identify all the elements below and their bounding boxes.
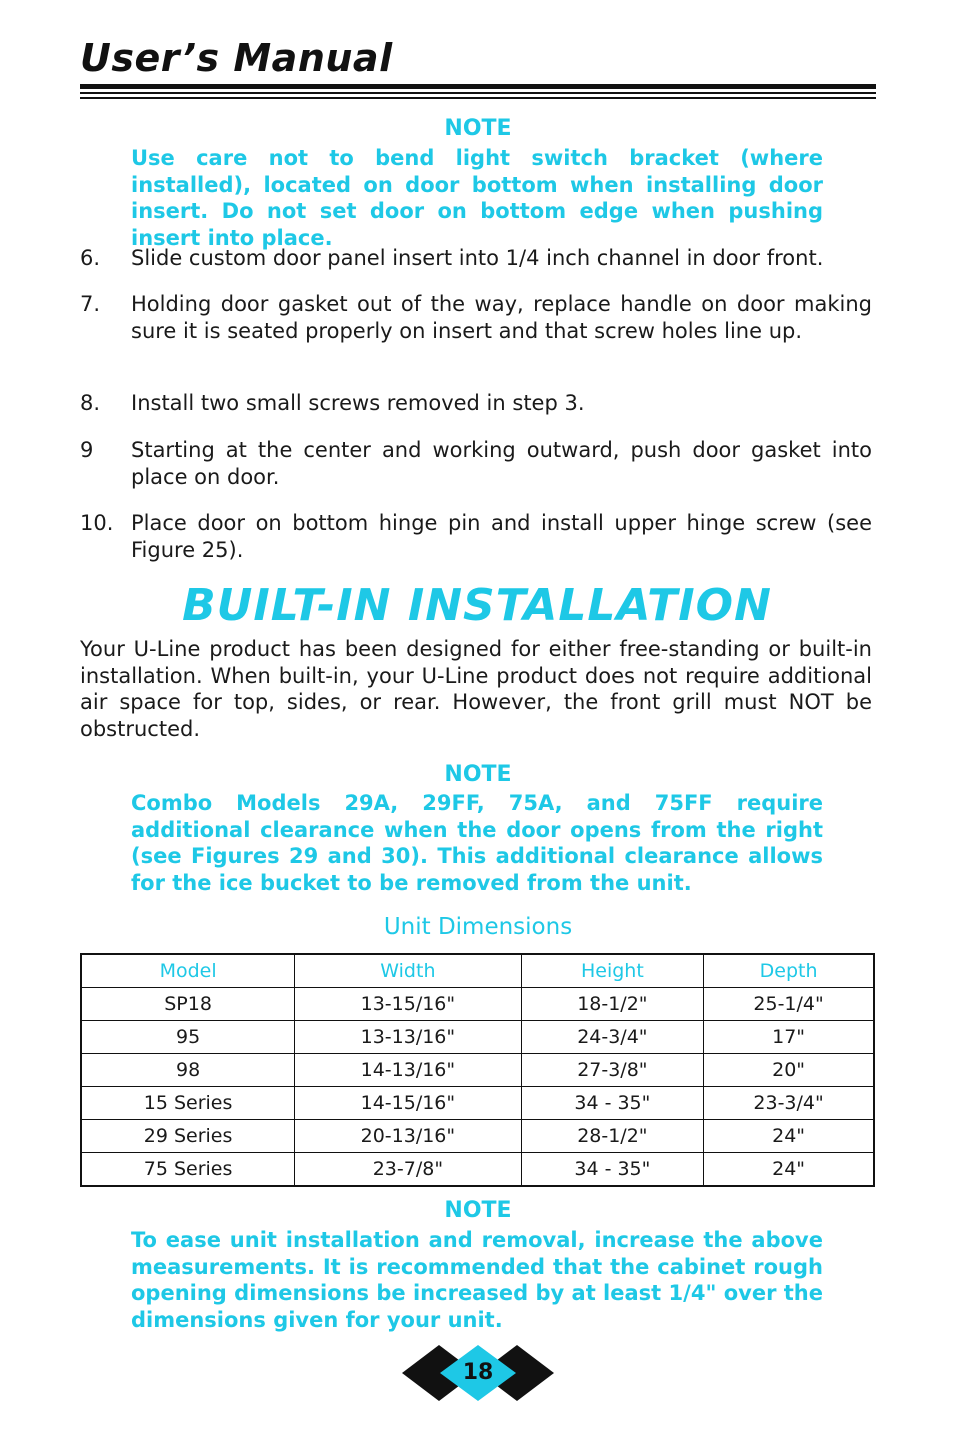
table-cell: 98 — [81, 1054, 295, 1087]
step-number: 10. — [80, 511, 114, 535]
column-header: Model — [81, 954, 295, 988]
step-10 — [80, 510, 872, 563]
page-number-badge — [402, 1345, 554, 1401]
note-1-title: NOTE — [444, 116, 512, 141]
step-number: 8. — [80, 391, 101, 415]
step-text: Holding door gasket out of the way, replace handle on door making sure it is seated properly on insert and that screw holes line up. — [131, 292, 872, 343]
column-header: Width — [295, 954, 521, 988]
table-row — [81, 1087, 874, 1120]
table-header-row — [81, 954, 874, 988]
step-text: Starting at the center and working outward, push door gasket into place on door. — [131, 438, 872, 489]
note-2-text: Combo Models 29A, 29FF, 75A, and 75FF require additional clearance when the door opens from the right (see Figures 29 and 30). This additional clearance allows for the ice bucket to be removed from the unit. — [131, 791, 823, 895]
column-header: Depth — [704, 954, 874, 988]
table-cell: 25-1/4" — [704, 988, 874, 1021]
table-cell: 20" — [704, 1054, 874, 1087]
note-1-text: Use care not to bend light switch bracket (where installed), located on door bottom when installing door insert. Do not set door on bottom edge when pushing insert into place. — [131, 146, 823, 250]
note-3-title: NOTE — [444, 1198, 512, 1223]
step-text: Slide custom door panel insert into 1/4 inch channel in door front. — [131, 246, 824, 270]
table-cell: 18-1/2" — [521, 988, 704, 1021]
table-cell: 75 Series — [81, 1153, 295, 1187]
step-8 — [80, 390, 872, 417]
table-cell: 14-15/16" — [295, 1087, 521, 1120]
step-6 — [80, 245, 872, 272]
note-2-title: NOTE — [444, 762, 512, 787]
table-row — [81, 1054, 874, 1087]
table-row — [81, 1153, 874, 1187]
table-caption: Unit Dimensions — [383, 914, 573, 940]
table-cell: 20-13/16" — [295, 1120, 521, 1153]
header-rule-thick — [80, 84, 876, 89]
section-title: BUILT-IN INSTALLATION — [182, 580, 772, 631]
step-number: 7. — [80, 292, 101, 316]
step-number: 9 — [80, 438, 94, 462]
table-cell: 23-7/8" — [295, 1153, 521, 1187]
table-cell: 13-15/16" — [295, 988, 521, 1021]
header-rule-thin-2 — [80, 97, 876, 99]
table-cell: 17" — [704, 1021, 874, 1054]
step-text: Install two small screws removed in step 3. — [131, 391, 585, 415]
page-number: 18 — [462, 1360, 494, 1385]
page-header-title: User’s Manual — [80, 36, 393, 80]
step-number: 6. — [80, 246, 101, 270]
table-cell: 95 — [81, 1021, 295, 1054]
step-text: Place door on bottom hinge pin and install upper hinge screw (see Figure 25). — [131, 511, 872, 562]
table-row — [81, 1021, 874, 1054]
table-cell: 24" — [704, 1153, 874, 1187]
table-cell: 34 - 35" — [521, 1153, 704, 1187]
table-cell: 24" — [704, 1120, 874, 1153]
table-cell: SP18 — [81, 988, 295, 1021]
table-cell: 14-13/16" — [295, 1054, 521, 1087]
table-cell: 24-3/4" — [521, 1021, 704, 1054]
step-7 — [80, 291, 872, 344]
step-9 — [80, 437, 872, 490]
column-header: Height — [521, 954, 704, 988]
header-rule-thin-1 — [80, 92, 876, 94]
section-paragraph: Your U-Line product has been designed for either free-standing or built-in installation. When built-in, your U-Line product does not require additional air space for top, sides, or rear. However, the front grill must NOT be obstructed. — [80, 637, 872, 741]
table-cell: 15 Series — [81, 1087, 295, 1120]
table-row — [81, 1120, 874, 1153]
table-cell: 34 - 35" — [521, 1087, 704, 1120]
unit-dimensions-table — [80, 953, 875, 1187]
table-cell: 13-13/16" — [295, 1021, 521, 1054]
table-cell: 28-1/2" — [521, 1120, 704, 1153]
table-row — [81, 988, 874, 1021]
note-3-text: To ease unit installation and removal, increase the above measurements. It is recommended that the cabinet rough opening dimensions be increased by at least 1/4" over the dimensions given for your unit. — [131, 1228, 823, 1332]
table-cell: 27-3/8" — [521, 1054, 704, 1087]
table-cell: 29 Series — [81, 1120, 295, 1153]
table-cell: 23-3/4" — [704, 1087, 874, 1120]
